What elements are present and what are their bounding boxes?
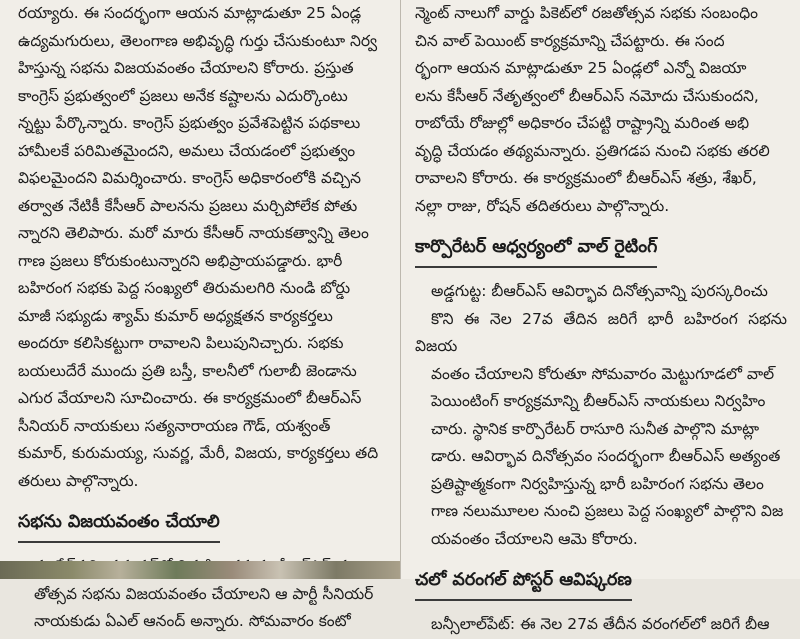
text-line: గాణ ప్రజలు కోరుకుంటున్నారని అభిప్రాయపడ్డారు. భారీ [18, 251, 343, 270]
left-article-body [18, 0, 390, 495]
photo-strip-image [0, 561, 400, 579]
text-line: కొని ఈ నెల 27వ తేదిన జరిగే భారీ బహిరంగ సభను విజయ [415, 309, 787, 355]
text-line: హిస్తున్న సభను విజయవంతం చేయాలని కోరారు. ప్రస్తుత [18, 59, 354, 77]
text-line: విఫలమైందని విమర్శించారు. కాంగ్రెస్ అధికారంలోకి వచ్చిన [18, 169, 361, 187]
left-column [18, 0, 390, 630]
text-line: ఉద్యమగురులు, తెలంగాణ అభివృద్ధి గుర్తు చేసుకుంటూ నిర్వ [18, 31, 378, 50]
text-line: చారు. స్థానిక కార్పొరేటర్ రాసూరి సునీత పాల్గొని మాట్లా [431, 419, 760, 438]
article-headline: కార్పొరేటర్ ఆధ్వర్యంలో వాల్ రైటింగ్ [415, 234, 657, 268]
text-line: కాంగ్రెస్ ప్రభుత్వంలో ప్రజలు అనేక కష్టాలను ఎదుర్కొంటు [18, 86, 348, 105]
text-line: న్మెంట్ నాలుగో వార్డు పికెట్‌లో రజతోత్సవ సభకు సంబంధిం [415, 4, 759, 22]
text-line: యవంతం చేయాలని ఆమె కోరారు. [431, 529, 638, 548]
text-line: లను కేసీఆర్ నేతృత్వంలో బీఆర్ఎస్ నమోదు చేసుకుందని, [415, 86, 759, 105]
text-line: తర్వాత నేటికీ కేసీఆర్ పాలనను ప్రజలు మర్చిపోలేక పోతు [18, 196, 358, 215]
text-line: పెయింటింగ్ కార్యక్రమాన్ని బీఆర్ఎస్ నాయకులు నిర్వహిం [431, 392, 766, 410]
text-line: బన్సీలాల్‌పేట్: ఈ నెల 27వ తేదీన వరంగల్‌లో జరిగే బీఆ [431, 615, 770, 633]
text-line: బహిరంగ సభకు పెద్ద సంఖ్యలో తిరుమలగిరి నుండి బోర్డు [18, 279, 351, 297]
text-line: ర్భంగా ఆయన మాట్లాడుతూ 25 ఏండ్లలో ఎన్నో విజయా [415, 59, 747, 77]
article-headline: చలో వరంగల్ పోస్టర్ ఆవిష్కరణ [415, 567, 632, 601]
text-line: తరులు పాల్గొన్నారు. [18, 471, 139, 490]
text-line: డారు. ఆవిర్భావ దినోత్సవం సందర్భంగా బీఆర్ఎస్ అత్యంత [431, 447, 781, 465]
text-line: హామీలకే పరిమితమైందని, అమలు చేయడంలో ప్రభుత్వం [18, 141, 356, 160]
text-line: చిన వాల్ పెయింట్ కార్యక్రమాన్ని చేపట్టారు. ఈ సంద [415, 31, 725, 50]
right-headline-row-1 [415, 226, 787, 278]
column-divider [400, 0, 401, 579]
text-line: వృద్ధి చేయడం తథ్యమన్నారు. ప్రతిగడప నుంచి సభకు తరలి [415, 141, 770, 160]
text-line: తోత్సవ సభను విజయవంతం చేయాలని ఆ పార్టీ సీనియర్ [34, 584, 374, 603]
text-line: సీనియర్ నాయకులు సత్యనారాయణ గౌడ్, యశ్వంత్ [18, 416, 331, 435]
text-line: న్నట్టు పేర్కొన్నారు. కాంగ్రెస్ ప్రభుత్వం ప్రవేశపెట్టిన పథకాలు [18, 114, 361, 132]
article-headline: సభను విజయవంతం చేయాలి [18, 509, 220, 543]
text-line: మాజీ సభ్యుడు శ్యామ్ కుమార్ అధ్యక్షతన కార్యకర్తలు [18, 306, 333, 325]
right-third-article-body [415, 611, 787, 639]
text-line: న్నారని తెలిపారు. మరో మారు కేసీఆర్ నాయకత్వాన్ని తెలం [18, 224, 369, 242]
text-line: అందరూ కలిసికట్టుగా రావాలని పిలుపునిచ్చారు. సభకు [18, 334, 344, 352]
text-line: రయ్యారు. ఈ సందర్భంగా ఆయన మాట్లాడుతూ 25 ఏండ్ల [18, 4, 362, 22]
text-line: నాయకుడు ఏఎల్ ఆనంద్ అన్నారు. సోమవారం కంటో [34, 612, 351, 630]
text-line: రావాలని కోరారు. ఈ కార్యక్రమంలో బీఆర్ఎస్ శత్రు, శేఖర్, [415, 169, 757, 187]
right-column [415, 0, 787, 633]
text-line: ప్రతిష్టాత్మకంగా నిర్వహిస్తున్న భారీ బహిరంగ సభను తెలం [431, 474, 764, 493]
text-line: గాణ నలుమూలల నుంచి ప్రజలు పెద్ద సంఖ్యలో పాల్గొని విజ [431, 502, 784, 520]
text-line: కుమార్, కురుమయ్య, సువర్ణ, మేరీ, విజయ, కార్యకర్తలు తది [18, 444, 379, 462]
text-line: రాబోయే రోజుల్లో అధికారం చేపట్టి రాష్ట్రాన్ని మరింత అభి [415, 114, 750, 132]
right-second-article-body [415, 278, 787, 553]
text-line: ఎగుర వేయాలని సూచించారు. ఈ కార్యక్రమంలో బీఆర్ఎస్ [18, 389, 362, 407]
left-headline-row [18, 501, 390, 553]
right-headline-row-2 [415, 559, 787, 611]
right-article-body [415, 0, 787, 220]
text-line: నల్లా రాజు, రోషన్ తదితరులు పాల్గొన్నారు. [415, 196, 670, 215]
text-line: అడ్డగుట్ట: బీఆర్ఎస్ ఆవిర్భావ దినోత్సవాన్ని పురస్కరించు [431, 282, 768, 300]
text-line: వంతం చేయాలని కోరుతూ సోమవారం మెట్టుగూడలో వాల్ [431, 364, 775, 383]
text-line: బయలుదేరే ముందు ప్రతి బస్తీ, కాలనీలో గులాబీ జెండాను [18, 361, 357, 380]
